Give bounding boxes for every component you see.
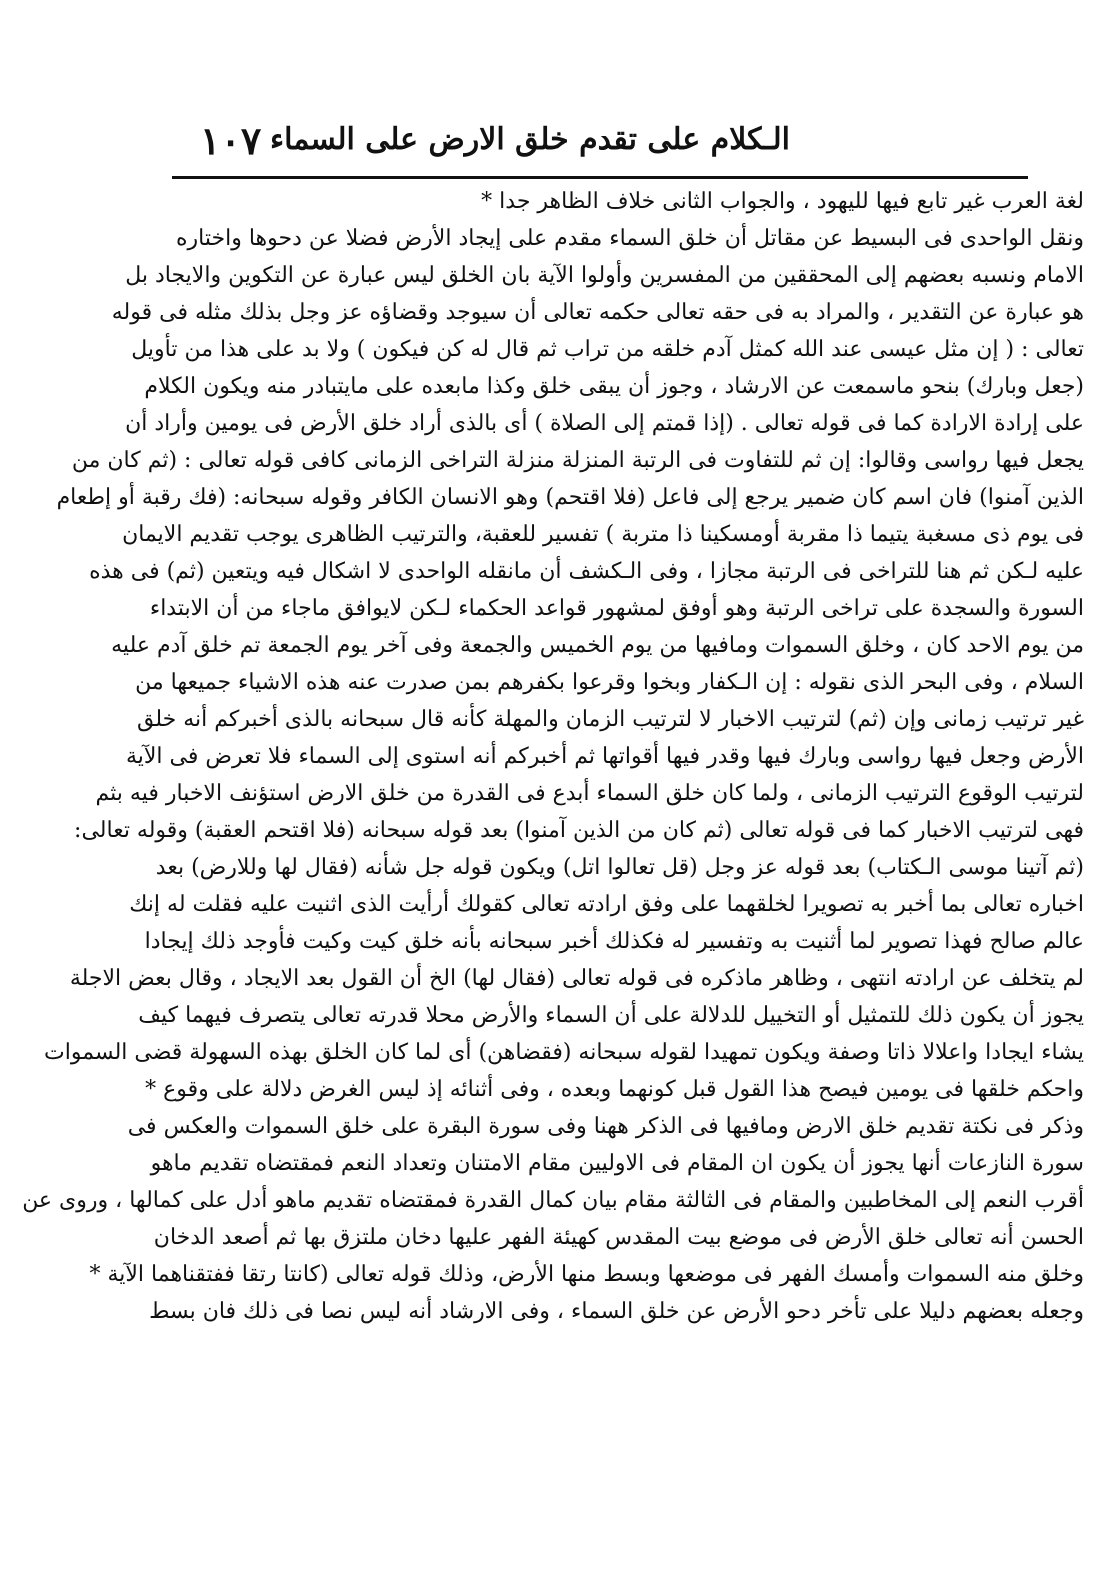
text-line: هو عبارة عن التقدير ، والمراد به فى حقه تعالى حكمه تعالى أن سيوجد وقضاؤه عز وجل بذلك مثله فى قوله	[111, 300, 1084, 325]
text-line: غير ترتيب زمانى وإن (ثم) لترتيب الاخبار لا لترتيب الزمان والمهلة كأنه قال سبحانه بالذى أخبركم أنه خلق	[137, 707, 1084, 732]
text-line: لم يتخلف عن ارادته انتهى ، وظاهر ماذكره فى قوله تعالى (فقال لها) الخ أن القول بعد الايجاد ، وقال بعض الاجلة	[69, 966, 1084, 991]
text-line: فهى لترتيب الاخبار كما فى قوله تعالى (ثم كان من الذين آمنوا) بعد قوله سبحانه (فلا اقتحم العقبة) وقوله تعالى:	[74, 818, 1084, 843]
text-line: يشاء ايجادا واعلالا ذاتا وصفة ويكون تمهيدا لقوله سبحانه (فقضاهن) أى لما كان الخلق بهذه السهولة قضى السموات	[44, 1040, 1084, 1065]
text-line: اخباره تعالى بما أخبر به تصويرا لخلقهما على وفق ارادته تعالى كقولك أرأيت الذى اثنيت عليه فقلت له إنك	[129, 892, 1084, 917]
text-line: عالم صالح فهذا تصوير لما أثنيت به وتفسير له فكذلك أخبر سبحانه بأنه خلق كيت وكيت فأوجد ذلك إيجادا	[144, 929, 1084, 954]
text-line: لغة العرب غير تابع فيها لليهود ، والجواب الثانى خلاف الظاهر جدا *	[481, 189, 1084, 214]
text-line: الامام ونسبه بعضهم إلى المحققين من المفسرين وأولوا الآية بان الخلق ليس عبارة عن التكوين والايجاد بل	[125, 263, 1084, 288]
text-line: (ثم آتينا موسى الـكتاب) بعد قوله عز وجل (قل تعالوا اتل) ويكون قوله جل شأنه (فقال لها وللارض) بعد	[155, 855, 1084, 880]
text-line: السورة والسجدة على تراخى الرتبة وهو أوفق لمشهور قواعد الحكماء لـكن لايوافق ماجاء من أن الابتداء	[149, 596, 1084, 621]
text-line: سورة النازعات أنها يجوز أن يكون ان المقام فى الاوليين مقام الامتنان وتعداد النعم فمقتضاه تقديم ماهو	[150, 1151, 1084, 1176]
text-line: وجعله بعضهم دليلا على تأخر دحو الأرض عن خلق السماء ، وفى الارشاد أنه ليس نصا فى ذلك فان بسط	[149, 1299, 1084, 1324]
text-line: على إرادة الارادة كما فى قوله تعالى . (إذا قمتم إلى الصلاة ) أى بالذى أراد خلق الأرض فى يومين وأراد أن	[125, 411, 1084, 436]
text-line: فى يوم ذى مسغبة يتيما ذا مقربة أومسكينا ذا متربة ) تفسير للعقبة، والترتيب الظاهرى يوجب تقديم الايمان	[122, 522, 1084, 547]
page-header	[170, 118, 1030, 178]
text-line: عليه لـكن ثم هنا للتراخى فى الرتبة مجازا ، وفى الـكشف أن مانقله الواحدى لا اشكال فيه ويتعين (ثم) فى هذه	[89, 559, 1084, 584]
text-line: وذكر فى نكتة تقديم خلق الارض ومافيها فى الذكر ههنا وفى سورة البقرة على خلق السموات والعكس فى	[127, 1114, 1084, 1139]
text-line: السلام ، وفى البحر الذى نقوله : إن الـكفار وبخوا وقرعوا بكفرهم بمن صدرت عنه هذه الاشياء جميعها من	[135, 670, 1084, 695]
text-line: من يوم الاحد كان ، وخلق السموات ومافيها من يوم الخميس والجمعة وفى آخر يوم الجمعة تم خلق آدم عليه	[111, 633, 1084, 658]
text-line: يجعل فيها رواسى وقالوا: إن ثم للتفاوت فى الرتبة المنزلة منزلة التراخى الزمانى كافى قوله تعالى : (ثم كان من	[71, 448, 1084, 473]
text-line: ونقل الواحدى فى البسيط عن مقاتل أن خلق السماء مقدم على إيجاد الأرض فضلا عن دحوها واختاره	[176, 226, 1084, 251]
text-line: يجوز أن يكون ذلك للتمثيل أو التخييل للدلالة على أن السماء والأرض محلا قدرته تعالى يتصرف فيهما كيف	[138, 1003, 1084, 1028]
page-number: ١٠٧	[200, 118, 262, 163]
header-rule	[172, 176, 1028, 179]
text-line: واحكم خلقها فى يومين فيصح هذا القول قبل كونهما وبعده ، وفى أثنائه إذ ليس الغرض دلالة على وقوع *	[145, 1077, 1084, 1102]
text-line: (جعل وبارك) بنحو ماسمعت عن الارشاد ، وجوز أن يبقى خلق وكذا مابعده على مايتبادر منه ويكون الكلام	[144, 374, 1084, 399]
body-text	[22, 183, 1084, 1330]
text-line: أقرب النعم إلى المخاطبين والمقام فى الثالثة مقام بيان كمال القدرة فمقتضاه تقديم ماهو أدل على كمالها ، وروى عن	[22, 1188, 1084, 1213]
text-line: تعالى : ( إن مثل عيسى عند الله كمثل آدم خلقه من تراب ثم قال له كن فيكون ) ولا بد على هذا من تأويل	[131, 337, 1084, 362]
running-title: الـكلام على تقدم خلق الارض على السماء	[269, 122, 790, 157]
text-line: الحسن أنه تعالى خلق الأرض فى موضع بيت المقدس كهيئة الفهر عليها دخان ملتزق بها ثم أصعد الدخان	[153, 1225, 1084, 1250]
text-line: الذين آمنوا) فان اسم كان ضمير يرجع إلى فاعل (فلا اقتحم) وهو الانسان الكافر وقوله سبحانه: (فك رقبة أو إطعام	[56, 485, 1084, 510]
text-line: الأرض وجعل فيها رواسى وبارك فيها وقدر فيها أقواتها ثم أخبركم أنه استوى إلى السماء فلا تعرض فى الآية	[125, 744, 1084, 769]
text-line: وخلق منه السموات وأمسك الفهر فى موضعها وبسط منها الأرض، وذلك قوله تعالى (كانتا رتقا ففتقناهما الآية *	[89, 1262, 1084, 1287]
text-line: لترتيب الوقوع الترتيب الزمانى ، ولما كان خلق السماء أبدع فى القدرة من خلق الارض استؤنف الاخبار فيه بثم	[95, 781, 1084, 806]
